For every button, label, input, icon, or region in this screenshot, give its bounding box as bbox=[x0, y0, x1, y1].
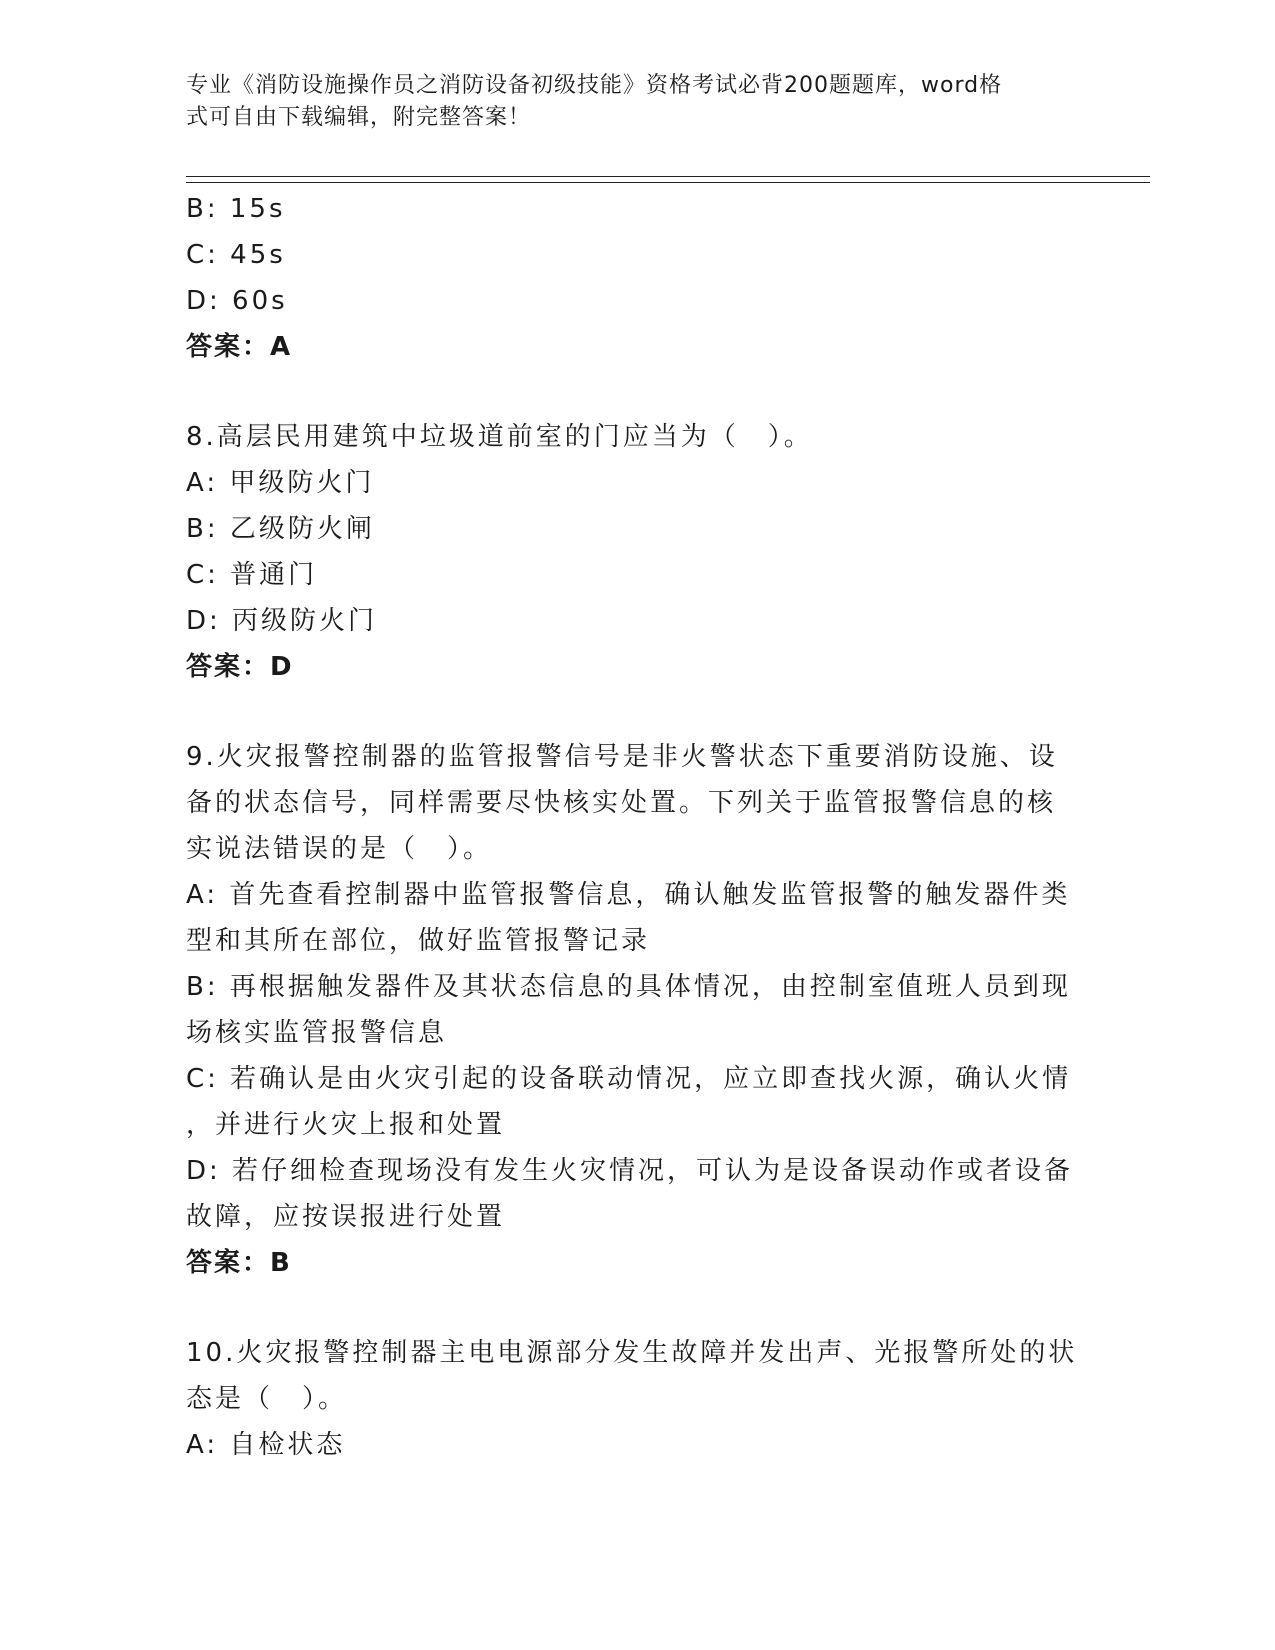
answer: 答案：A bbox=[186, 332, 293, 362]
option-d-line: D: 若仔细检查现场没有发生火灾情况，可认为是设备误动作或者设备 bbox=[186, 1156, 1074, 1186]
header-divider bbox=[186, 176, 1150, 183]
option-d: D: 60s bbox=[186, 286, 288, 316]
option-a: A: 甲级防火门 bbox=[186, 468, 375, 498]
answer: 答案：D bbox=[186, 652, 294, 682]
option-b-line: 场核实监管报警信息 bbox=[186, 1018, 448, 1048]
document-header bbox=[186, 70, 1066, 134]
question-text: 8.高层民用建筑中垃圾道前室的门应当为（ ）。 bbox=[186, 422, 813, 452]
answer: 答案：B bbox=[186, 1248, 292, 1278]
question-text-line: 态是（ ）。 bbox=[186, 1384, 348, 1414]
option-a: A: 自检状态 bbox=[186, 1430, 346, 1460]
question-text-line: 9.火灾报警控制器的监管报警信号是非火警状态下重要消防设施、设 bbox=[186, 742, 1058, 772]
option-b: B: 15s bbox=[186, 194, 286, 224]
header-line-1: 专业《消防设施操作员之消防设备初级技能》资格考试必背200题题库，word格 bbox=[186, 73, 1003, 98]
option-b-line: B: 再根据触发器件及其状态信息的具体情况，由控制室值班人员到现 bbox=[186, 972, 1071, 1002]
option-a-line: 型和其所在部位，做好监管报警记录 bbox=[186, 926, 651, 956]
question-text-line: 10.火灾报警控制器主电电源部分发生故障并发出声、光报警所处的状 bbox=[186, 1338, 1078, 1368]
question-10 bbox=[186, 1330, 1078, 1468]
document-body bbox=[186, 186, 1078, 1468]
option-c-line: ，并进行火灾上报和处置 bbox=[186, 1110, 506, 1140]
option-d: D: 丙级防火门 bbox=[186, 606, 378, 636]
header-line-2: 式可自由下载编辑，附完整答案！ bbox=[186, 105, 532, 130]
spacer bbox=[186, 370, 1066, 414]
question-text-line: 实说法错误的是（ ）。 bbox=[186, 834, 493, 864]
question-8 bbox=[186, 414, 1066, 690]
question-9 bbox=[186, 734, 1074, 1286]
option-c: C: 普通门 bbox=[186, 560, 318, 590]
option-b: B: 乙级防火闸 bbox=[186, 514, 375, 544]
option-a-line: A: 首先查看控制器中监管报警信息，确认触发监管报警的触发器件类 bbox=[186, 880, 1071, 910]
option-c-line: C: 若确认是由火灾引起的设备联动情况，应立即查找火源，确认火情 bbox=[186, 1064, 1072, 1094]
option-c: C: 45s bbox=[186, 240, 286, 270]
question-7-tail bbox=[186, 186, 1066, 370]
spacer bbox=[186, 690, 1066, 734]
spacer bbox=[186, 1286, 1066, 1330]
option-d-line: 故障，应按误报进行处置 bbox=[186, 1202, 506, 1232]
question-text-line: 备的状态信号，同样需要尽快核实处置。下列关于监管报警信息的核 bbox=[186, 788, 1057, 818]
